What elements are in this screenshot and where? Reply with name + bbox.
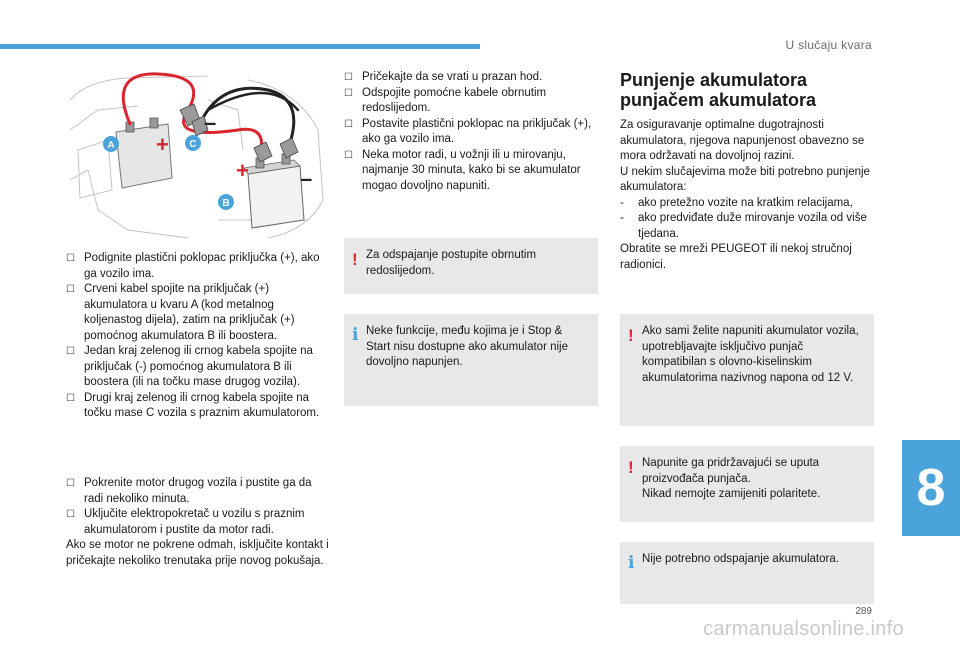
left-steps: [66, 251, 331, 422]
info-note-no-disconnect: i Nije potrebno odspajanje akumulatora.: [620, 542, 874, 604]
svg-text:C: C: [189, 139, 197, 150]
list-item: - ako predviđate duže mirovanje vozila od više tjedana.: [620, 212, 867, 240]
watermark: carmanualsonline.info: [703, 618, 904, 640]
label-b: [218, 194, 234, 210]
exclamation-icon: !: [628, 458, 634, 477]
list-item: ☐ Jedan kraj zelenog ili crnog kabela spojite na priključak (-) pomoćnog akumulatora B ili boostera (ili na točku mase drugog vozila).: [66, 345, 313, 388]
plus-sign-b: +: [236, 158, 249, 183]
flag-bullet-icon: ☐: [344, 87, 353, 99]
list-item: - ako pretežno vozite na kratkim relacijama,: [620, 196, 853, 209]
retry-paragraph: Ako se motor ne pokrene odmah, isključite kontakt i pričekajte nekoliko trenutaka prije novog pokušaja.: [66, 539, 329, 567]
label-c: [185, 135, 201, 151]
info-note-stop-start: i Neke funkcije, među kojima je i Stop & Start nisu dostupne ako akumulator nije dovoljno napunjen.: [344, 314, 598, 406]
list-item: ☐ Drugi kraj zelenog ili crnog kabela spojite na točku mase C vozila s praznim akumulatorom.: [66, 391, 320, 419]
section-title: U slučaju kvara: [785, 38, 872, 52]
flag-bullet-icon: ☐: [66, 346, 75, 357]
flag-bullet-icon: ☐: [66, 284, 75, 295]
flag-bullet-icon: ☐: [344, 118, 353, 130]
label-a: [103, 136, 119, 152]
list-item: ☐ Neka motor radi, u vožnji ili u mirovanju, najmanje 30 minuta, kako bi se akumulator mogao dovoljno napuniti.: [344, 148, 581, 192]
warning-note-disconnect: ! Za odspajanje postupite obrnutim redoslijedom.: [344, 238, 598, 294]
minus-sign-c: –: [204, 110, 217, 135]
flag-bullet-icon: ☐: [66, 253, 75, 264]
charging-text: Za osiguravanje optimalne dugotrajnosti akumulatora, njegova napunjenost obavezno se mora održavati na dovoljnoj razini. U nekim slučajevima može biti potrebno punjenje akumulatora: - ako pretežno vozite na kratkim relacijama, - ako predviđate duže mirovanje vozila od više tjedana. Obratite se mreži PEUGEOT ili nekoj stručnoj radionici.: [620, 118, 872, 273]
list-item: ☐ Uključite elektropokretač u vozilu s praznim akumulatorom i pustite da motor radi.: [66, 508, 305, 536]
list-item: ☐ Pokrenite motor drugog vozila i pustite ga da radi nekoliko minuta.: [66, 477, 312, 505]
flag-bullet-icon: ☐: [66, 509, 75, 520]
warning-note-charger: ! Ako sami želite napuniti akumulator vozila, upotrebljavajte isključivo punjač kompatibilan s olovno-kiselinskim akumulatorima nazivnog napona od 12 V.: [620, 314, 874, 426]
flag-bullet-icon: ☐: [66, 478, 75, 489]
middle-steps: [344, 70, 602, 194]
exclamation-icon: !: [628, 326, 634, 345]
flag-bullet-icon: ☐: [344, 72, 353, 83]
list-item: ☐ Crveni kabel spojite na priključak (+) akumulatora u kvaru A (kod metalnog koljenastog dijela), zatim na priključak (+) pomoćnog akumulatora B ili boostera.: [66, 283, 295, 342]
list-item: ☐ Podignite plastični poklopac priključka (+), ako ga vozilo ima.: [66, 252, 320, 280]
info-icon: i: [628, 553, 635, 573]
flag-bullet-icon: ☐: [344, 149, 353, 161]
exclamation-icon: !: [352, 250, 358, 269]
jump-start-illustration: [68, 70, 326, 240]
page-number: 289: [855, 606, 872, 617]
top-accent-bar: [0, 44, 480, 49]
svg-text:B: B: [222, 198, 230, 209]
list-item: ☐ Odspojite pomoćne kabele obrnutim redoslijedom.: [344, 86, 547, 114]
flag-bullet-icon: ☐: [66, 392, 75, 404]
svg-text:A: A: [107, 140, 115, 151]
chapter-tab: 8: [902, 440, 960, 536]
warning-note-polarity: ! Napunite ga pridržavajući se uputa proizvođača punjača. Nikad nemojte zamijeniti polaritete.: [620, 446, 874, 522]
left-steps-2: [66, 476, 331, 569]
list-item: ☐ Pričekajte da se vrati u prazan hod.: [344, 70, 602, 86]
page-title: Punjenje akumulatora punjačem akumulatora: [620, 70, 817, 110]
info-icon: i: [352, 325, 359, 345]
minus-sign-b: –: [300, 166, 313, 191]
list-item: ☐ Postavite plastični poklopac na priključak (+), ako ga vozilo ima.: [344, 117, 592, 145]
plus-sign-a: +: [156, 132, 169, 157]
